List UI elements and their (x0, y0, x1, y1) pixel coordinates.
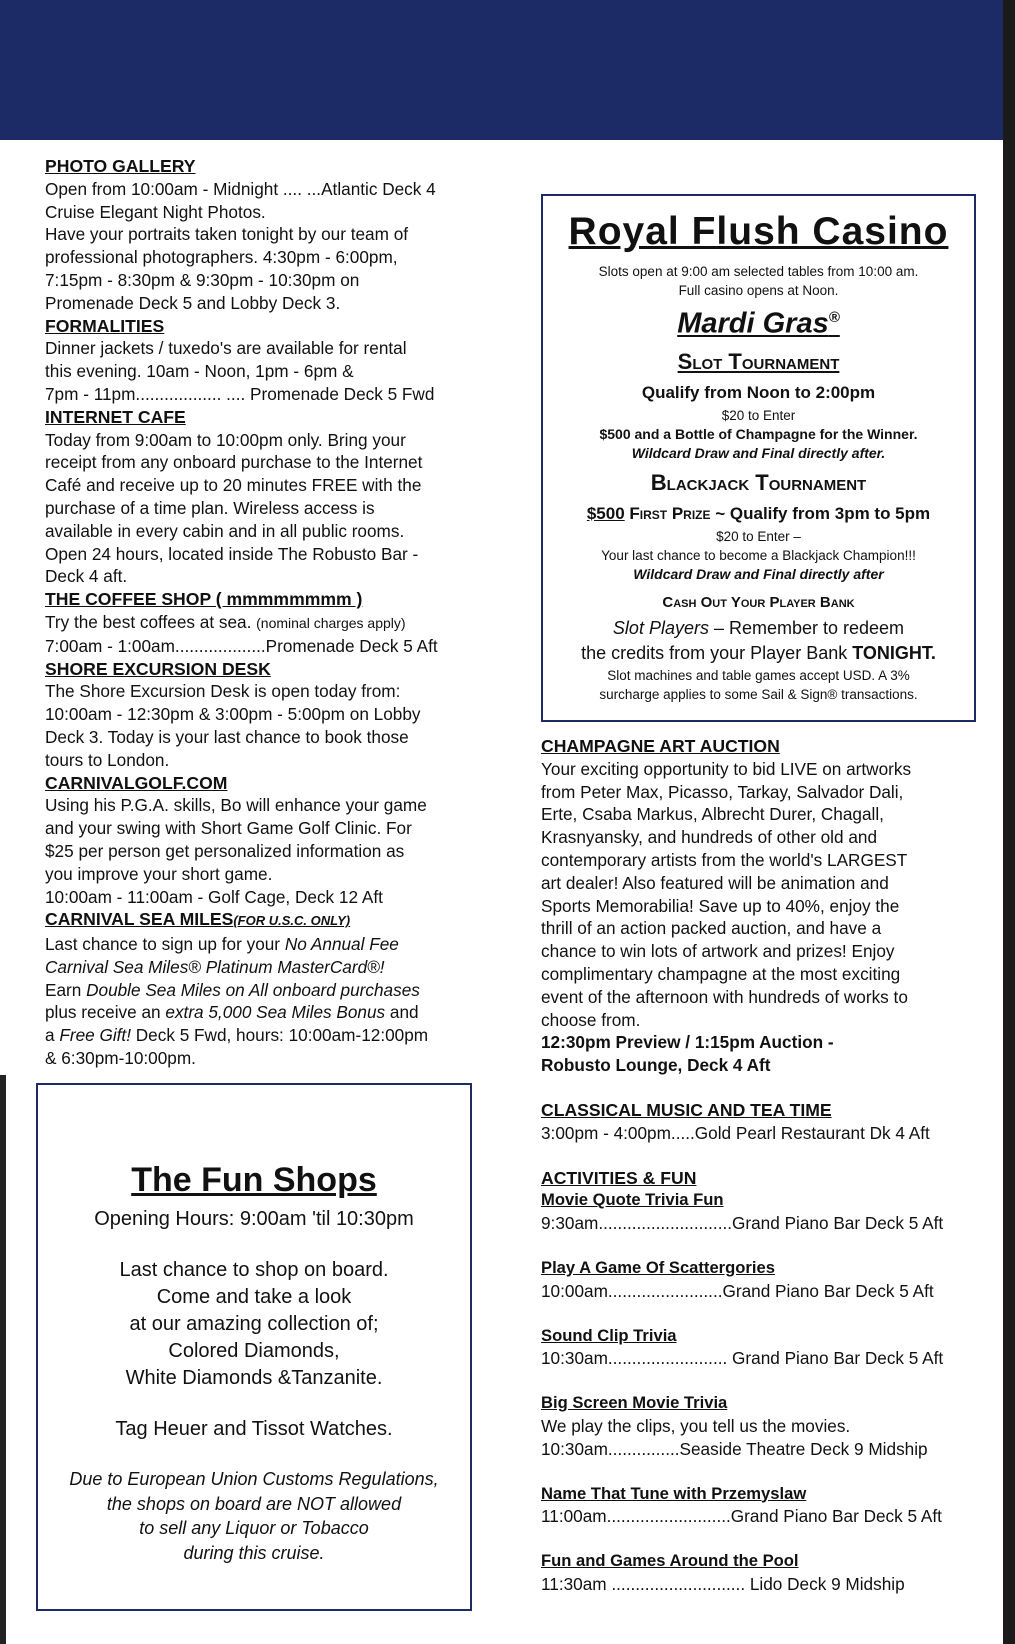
fun-shops-line: White Diamonds &Tanzanite. (125, 1367, 383, 1389)
slot-enter: $20 to Enter (721, 407, 796, 423)
fun-shops-customs: Due to European Union Customs Regulations, (69, 1469, 439, 1489)
shore-excursion-heading: SHORE EXCURSION DESK (45, 658, 271, 679)
activity-line: 10:00am........................Grand Piano Bar Deck 5 Aft (541, 1280, 934, 1301)
casino-title: Royal Flush Casino (568, 210, 949, 253)
sea-miles-text: Last chance to sign up for your (45, 934, 285, 955)
internet-cafe-line: Café and receive up to 20 minutes FREE with the (45, 475, 422, 496)
blackjack-prize-label: First Prize (624, 503, 711, 523)
registered-mark: ® (828, 309, 840, 326)
fun-shops-box (36, 1083, 472, 1611)
left-edge-strip (0, 1075, 6, 1644)
carnival-golf-line: you improve your short game. (45, 863, 273, 884)
blackjack-qualify: ~ Qualify from 3pm to 5pm (710, 503, 931, 523)
formalities-line: this evening. 10am - Noon, 1pm - 6pm & (45, 361, 354, 382)
activity-line: 11:30am ............................ Lido Deck 9 Midship (541, 1573, 905, 1594)
champagne-auction-heading: CHAMPAGNE ART AUCTION (541, 736, 780, 756)
photo-gallery-line: Cruise Elegant Night Photos. (45, 201, 266, 222)
auction-line: Erte, Csaba Markus, Albrecht Durer, Chagall, (541, 804, 884, 825)
fun-shops-line: at our amazing collection of; (129, 1313, 379, 1335)
activity-item (541, 1325, 981, 1371)
carnival-golf-line: $25 per person get personalized information as (45, 840, 405, 861)
internet-cafe-line: Open 24 hours, located inside The Robusto Bar - (45, 543, 419, 564)
blackjack-prize-amount: $500 (586, 503, 625, 523)
mardi-gras-title (543, 300, 974, 342)
auction-line: Krasnyansky, and hundreds of other old and (541, 827, 878, 848)
activity-item (541, 1550, 981, 1596)
coffee-shop-heading: THE COFFEE SHOP ( mmmmmmmm ) (45, 589, 363, 610)
activities-section (541, 1167, 981, 1596)
internet-cafe-section (45, 406, 475, 588)
photo-gallery-section (45, 155, 475, 315)
slot-players-line (543, 616, 974, 641)
right-edge-strip (1003, 0, 1015, 1644)
photo-gallery-line: Promenade Deck 5 and Lobby Deck 3. (45, 292, 341, 313)
sea-miles-italic: No Annual Fee (284, 934, 399, 955)
auction-times: 12:30pm Preview / 1:15pm Auction - (541, 1032, 834, 1053)
coffee-shop-note: (nominal charges apply) (256, 614, 406, 631)
auction-line: Sports Memorabilia! Save up to 40%, enjoy the (541, 895, 900, 916)
activity-item (541, 1189, 981, 1235)
fun-shops-title: The Fun Shops (131, 1161, 377, 1199)
activity-title: Name That Tune with Przemyslaw (541, 1483, 807, 1503)
sea-miles-text: Earn (45, 979, 87, 1000)
auction-line: art dealer! Also featured will be animation and (541, 872, 889, 893)
internet-cafe-line: receipt from any onboard purchase to the Internet (45, 452, 423, 473)
activity-item (541, 1392, 981, 1460)
coffee-shop-section (45, 588, 475, 657)
carnival-golf-line: Using his P.G.A. skills, Bo will enhance your game (45, 795, 427, 816)
photo-gallery-line: 7:15pm - 8:30pm & 9:30pm - 10:30pm on (45, 269, 360, 290)
slot-prize: $500 and a Bottle of Champagne for the Winner. (599, 425, 918, 442)
classical-music-line: 3:00pm - 4:00pm.....Gold Pearl Restaurant Dk 4 Aft (541, 1122, 930, 1143)
fun-shops-customs: during this cruise. (183, 1542, 325, 1563)
coffee-shop-hours: 7:00am - 1:00am...................Promenade Deck 5 Aft (45, 635, 438, 656)
shore-excursion-line: The Shore Excursion Desk is open today from: (45, 681, 401, 702)
sea-miles-line (45, 1024, 475, 1047)
activities-heading: ACTIVITIES & FUN (541, 1167, 697, 1188)
fun-shops-watches: Tag Heuer and Tissot Watches. (115, 1418, 393, 1440)
auction-line: event of the afternoon with hundreds of works to (541, 986, 908, 1007)
slot-wildcard: Wildcard Draw and Final directly after. (631, 444, 886, 461)
sea-miles-line (45, 933, 475, 956)
internet-cafe-line: purchase of a time plan. Wireless access is (45, 497, 375, 518)
sea-miles-line (45, 979, 475, 1002)
photo-gallery-line: Open from 10:00am - Midnight .... ...Atlantic Deck 4 (45, 178, 436, 199)
activity-title: Play A Game Of Scattergories (541, 1257, 775, 1277)
sea-miles-text: Deck 5 Fwd, hours: 10:00am-12:00pm (130, 1025, 429, 1046)
credits-tonight: TONIGHT. (852, 642, 936, 663)
sea-miles-italic: Double Sea Miles on All onboard purchases (86, 979, 420, 1000)
sea-miles-text: and (385, 1002, 419, 1023)
cash-out-heading: Cash Out Your Player Bank (662, 593, 855, 611)
activity-line: 10:30am......................... Grand Piano Bar Deck 5 Aft (541, 1348, 944, 1369)
internet-cafe-heading: INTERNET CAFE (45, 406, 186, 427)
photo-gallery-line: Have your portraits taken tonight by our team of (45, 224, 409, 245)
activity-item (541, 1257, 981, 1303)
sea-miles-heading-row (45, 908, 475, 933)
shore-excursion-line: Deck 3. Today is your last chance to book those (45, 726, 409, 747)
activity-title: Fun and Games Around the Pool (541, 1551, 799, 1571)
activity-line: 11:00am..........................Grand Piano Bar Deck 5 Aft (541, 1506, 942, 1527)
slot-tournament-heading: Slot Tournament (677, 348, 840, 374)
shore-excursion-line: 10:00am - 12:30pm & 3:00pm - 5:00pm on Lobby (45, 704, 421, 725)
auction-line: from Peter Max, Picasso, Tarkay, Salvador Dali, (541, 781, 904, 802)
sea-miles-italic: extra 5,000 Sea Miles Bonus (165, 1002, 386, 1023)
carnival-golf-section (45, 772, 475, 909)
credits-text: the credits from your Player Bank (581, 642, 853, 663)
activity-title: Sound Clip Trivia (541, 1325, 677, 1345)
shore-excursion-line: tours to London. (45, 749, 170, 770)
classical-music-section (541, 1099, 981, 1145)
slot-players-italic: Slot Players (612, 617, 709, 638)
casino-box (541, 194, 976, 722)
sea-miles-text: a (45, 1025, 60, 1046)
auction-line: chance to win lots of artwork and prizes! Enjoy (541, 941, 895, 962)
carnival-golf-line: 10:00am - 11:00am - Golf Cage, Deck 12 Aft (45, 886, 383, 907)
sea-miles-section (45, 908, 475, 1070)
shore-excursion-section (45, 658, 475, 772)
credits-line (543, 641, 974, 666)
blackjack-last-chance: Your last chance to become a Blackjack Champion!!! (601, 547, 916, 563)
coffee-shop-line (45, 611, 475, 635)
carnival-golf-heading: CARNIVALGOLF.COM (45, 772, 228, 793)
left-column (45, 155, 475, 1070)
internet-cafe-line: Deck 4 aft. (45, 566, 128, 587)
formalities-line: 7pm - 11pm.................. .... Promenade Deck 5 Fwd (45, 383, 435, 404)
blackjack-wildcard: Wildcard Draw and Final directly after (633, 565, 884, 582)
auction-line: contemporary artists from the world's LARGEST (541, 849, 908, 870)
sea-miles-heading: CARNIVAL SEA MILES (45, 909, 234, 930)
sea-miles-line: Carnival Sea Miles® Platinum MasterCard®! (45, 956, 385, 977)
casino-open-line: Full casino opens at Noon. (678, 283, 839, 298)
sea-miles-note: (FOR U.S.C. ONLY) (233, 913, 351, 929)
auction-line: thrill of an action packed auction, and have a (541, 918, 882, 939)
auction-line: Your exciting opportunity to bid LIVE on artworks (541, 758, 912, 779)
right-column (541, 735, 981, 1596)
sea-miles-line (45, 1001, 475, 1024)
auction-line: choose from. (541, 1009, 641, 1030)
blackjack-tournament-heading: Blackjack Tournament (650, 469, 867, 495)
fun-shops-hours: Opening Hours: 9:00am 'til 10:30pm (94, 1208, 414, 1230)
activity-line: 10:30am...............Seaside Theatre Deck 9 Midship (541, 1438, 928, 1459)
usd-line: surcharge applies to some Sail & Sign® transactions. (599, 686, 918, 702)
fun-shops-line: Last chance to shop on board. (119, 1259, 389, 1281)
internet-cafe-line: Today from 9:00am to 10:00pm only. Bring your (45, 429, 406, 450)
auction-line: complimentary champagne at the most exciting (541, 963, 901, 984)
blackjack-prize (543, 501, 974, 527)
photo-gallery-heading: PHOTO GALLERY (45, 156, 196, 176)
internet-cafe-line: available in every cabin and in all public rooms. (45, 520, 405, 541)
activity-desc: We play the clips, you tell us the movies. (541, 1415, 851, 1436)
formalities-section (45, 315, 475, 406)
formalities-line: Dinner jackets / tuxedo's are available for rental (45, 338, 407, 359)
classical-music-heading: CLASSICAL MUSIC AND TEA TIME (541, 1099, 832, 1120)
fun-shops-line: Colored Diamonds, (168, 1340, 340, 1362)
mardi-gras-text: Mardi Gras (677, 307, 829, 340)
blackjack-enter: $20 to Enter – (716, 528, 801, 544)
coffee-shop-text: Try the best coffees at sea. (45, 611, 252, 632)
activity-title: Movie Quote Trivia Fun (541, 1190, 724, 1210)
sea-miles-text: plus receive an (45, 1002, 166, 1023)
slot-players-text: – Remember to redeem (708, 617, 905, 638)
casino-open-line: Slots open at 9:00 am selected tables from 10:00 am. (598, 264, 919, 279)
sea-miles-italic: Free Gift! (59, 1025, 131, 1046)
sea-miles-line: & 6:30pm-10:00pm. (45, 1048, 196, 1069)
champagne-auction-section (541, 735, 981, 1077)
fun-shops-line: Come and take a look (156, 1286, 352, 1308)
carnival-golf-line: and your swing with Short Game Golf Clinic. For (45, 818, 412, 839)
fun-shops-customs: the shops on board are NOT allowed (106, 1493, 402, 1514)
activity-line: 9:30am............................Grand Piano Bar Deck 5 Aft (541, 1213, 944, 1234)
fun-shops-customs: to sell any Liquor or Tobacco (139, 1518, 369, 1538)
usd-line: Slot machines and table games accept USD. A 3% (607, 667, 910, 683)
formalities-heading: FORMALITIES (45, 315, 165, 336)
header-band (0, 0, 1003, 140)
auction-location: Robusto Lounge, Deck 4 Aft (541, 1055, 771, 1076)
slot-qualify: Qualify from Noon to 2:00pm (641, 382, 876, 402)
activity-item (541, 1483, 981, 1529)
activity-title: Big Screen Movie Trivia (541, 1393, 728, 1413)
photo-gallery-line: professional photographers. 4:30pm - 6:00pm, (45, 247, 398, 268)
